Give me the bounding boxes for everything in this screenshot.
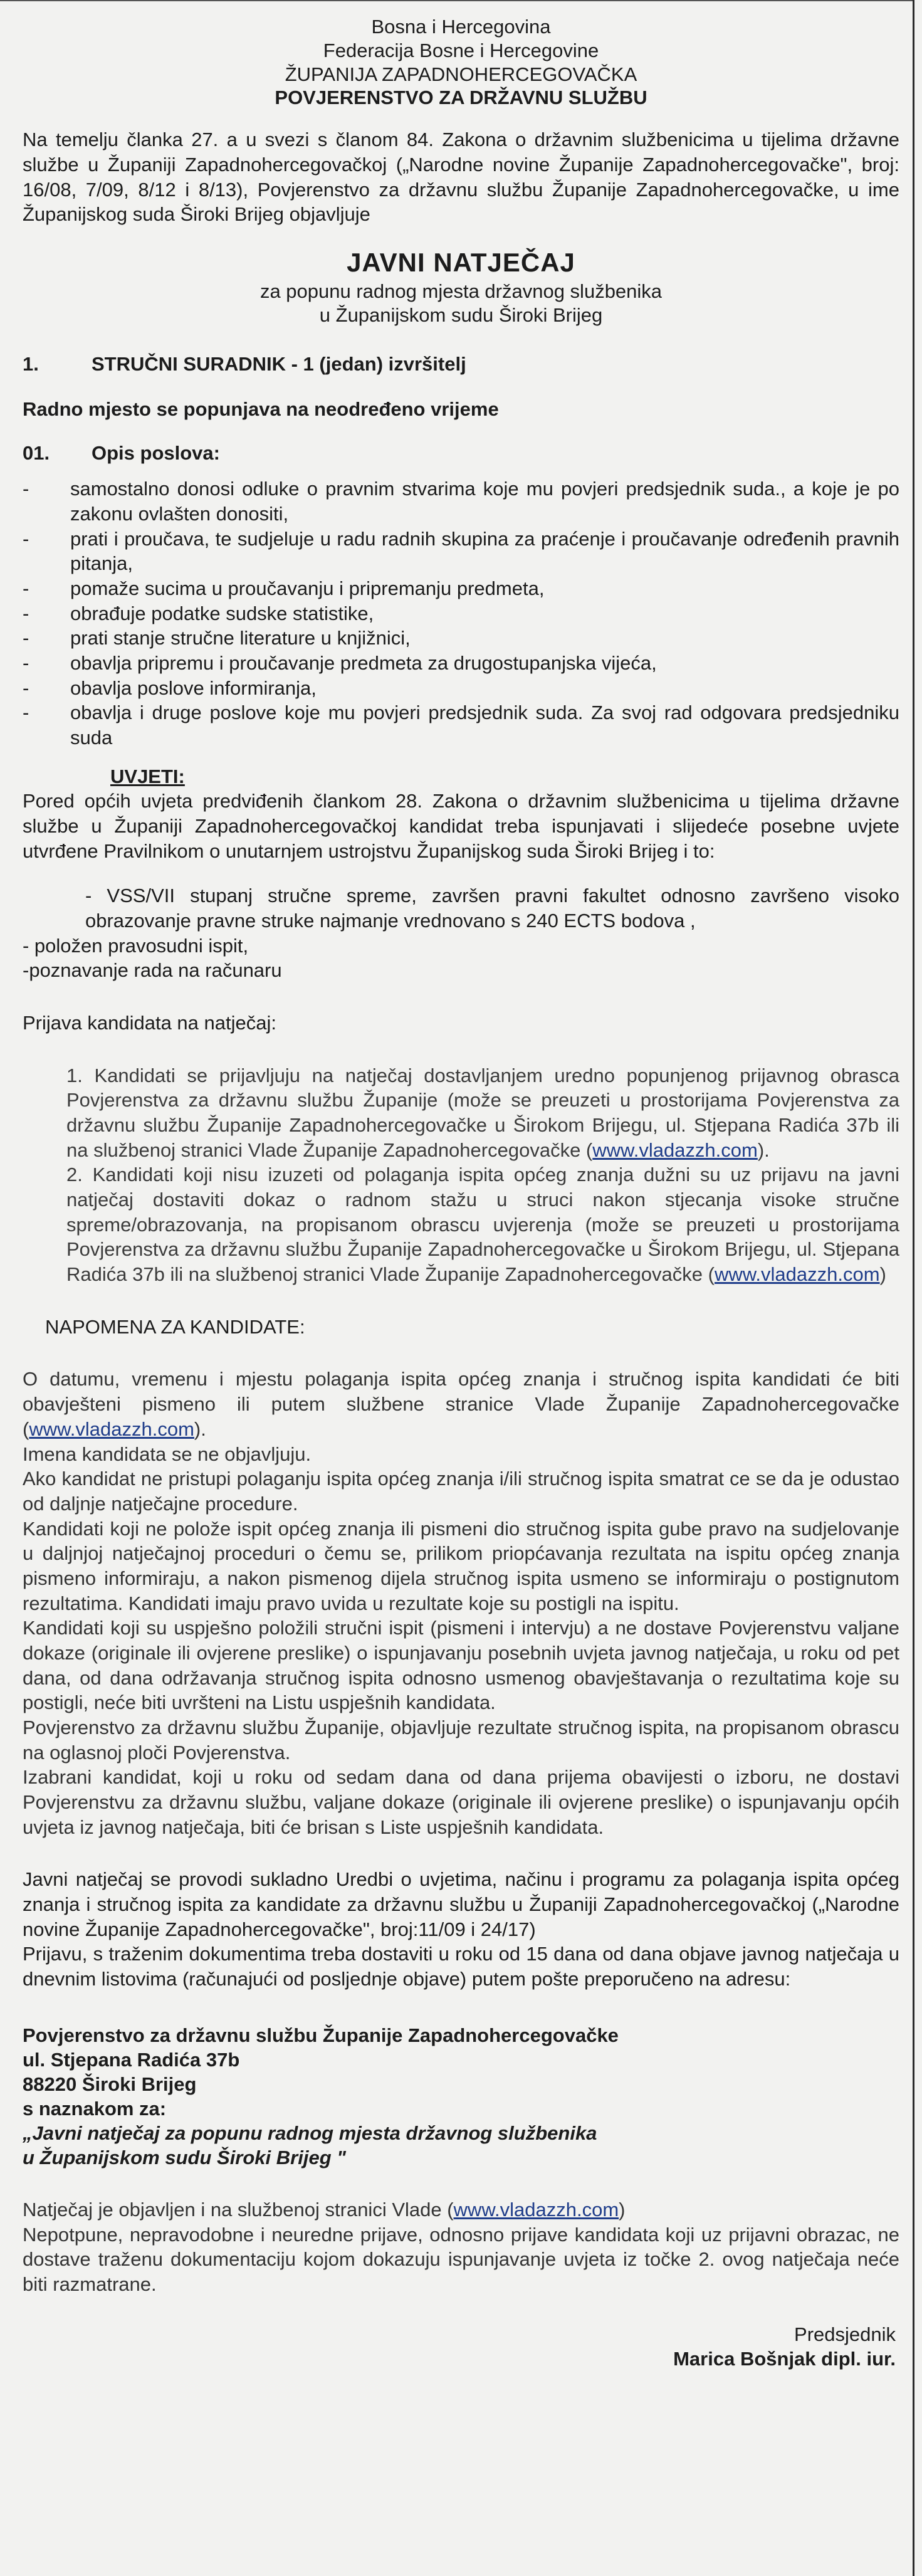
vlada-link[interactable]: www.vladazzh.com: [29, 1417, 194, 1440]
duties-number: 01.: [23, 441, 50, 464]
note-paragraph: Izabrani kandidat, koji u roku od sedam dana od dana prijema obavijesti o izboru, ne dostavi Povjerenstvu za državnu službu, valjane dokaze (originale ili ovjerene preslike) o ispunjavanju općih uvjeta iz javnog natječaja, biti će brisan s Liste uspješnih kandidata.: [23, 1766, 899, 1838]
condition-item: - VSS/VII stupanj stručne spreme, završen pravni fakultet odnosno završeno visoko obrazovanje pravne struke najmanje vrednovano s 240 ECTS bodova ,: [85, 885, 899, 932]
conditions-list: [23, 883, 899, 983]
note-section: [23, 1367, 899, 1839]
duties-label: Opis poslova:: [92, 441, 220, 464]
condition-item: - položen pravosudni ispit,: [23, 934, 249, 957]
condition-item: -poznavanje rada na računaru: [23, 959, 282, 982]
subtitle-line-1: za popunu radnog mjesta državnog službenika: [259, 280, 663, 302]
vlada-link[interactable]: www.vladazzh.com: [592, 1138, 758, 1161]
application-item-1: 1. Kandidati se prijavljuju na natječaj dostavljanjem uredno popunjenog prijavnog obrasca Povjerenstva za državnu službu Županije (može se preuzeti u prostorijama Povjerenstva za državnu službu Županije Zapadnohercegovačke u Širokom Brijegu, ul. Stjepana Radića 37b ili na službenoj stranici Vlade Županije Zapadnohercegovačke (www.vladazzh.com).: [66, 1064, 899, 1161]
note-paragraph: Ako kandidat ne pristupi polaganju ispita općeg znanja i/ili stručnog ispita smatrat ce se da je odustao od daljnje natječajne procedure.: [23, 1468, 899, 1515]
application-item-2: 2. Kandidati koji nisu izuzeti od polaganja ispita općeg znanja dužni su uz prijavu na javni natječaj dostaviti dokaz o radnom stažu u struci nakon stjecanja visoke stručne spreme/obrazovanja, na propisanom obrascu uvjerenja (može se preuzeti u prostorijama Povjerenstva za državnu službu Županije Zapadnohercegovačke u Širokom Brijegu, ul. Stjepana Radića 37b ili na službenoj stranici Vlade Županije Zapadnohercegovačke (www.vladazzh.com): [66, 1164, 899, 1286]
signature-block: [23, 2322, 899, 2372]
title-block: [23, 246, 899, 327]
vlada-link[interactable]: www.vladazzh.com: [453, 2198, 619, 2221]
intro-paragraph: Na temelju članka 27. a u svezi s članom 84. Zakona o državnim službenicima u tijelima državne službe u Županiji Zapadnohercegovačkoj („Narodne novine Županije Zapadnohercegovačke", broj: 16/08, 7/09, 8/12 i 8/13), Povjerenstvo za državnu službu Županije Zapadnohercegovačke, u ime Županijskog suda Široki Brijeg objavljuje: [23, 129, 899, 226]
list-item: - obrađuje podatke sudske statistike,: [23, 602, 374, 624]
vlada-link[interactable]: www.vladazzh.com: [714, 1263, 880, 1286]
submission-paragraph: Prijavu, s traženim dokumentima treba dostaviti u roku od 15 dana od dana objave javnog natječaja u dnevnim listovima (računajući od posljednje objave) putem pošte preporučeno na adresu:: [23, 1943, 899, 1990]
list-item: - prati stanje stručne literature u knjižnici,: [23, 627, 411, 649]
signature-name: Marica Bošnjak dipl. iur.: [673, 2348, 896, 2370]
note-paragraph: Povjerenstvo za državnu službu Županije, objavljuje rezultate stručnog ispita, na propisanom obrascu na oglasnoj ploči Povjerenstva.: [23, 1716, 899, 1764]
document-header: [23, 15, 899, 110]
list-item: - obavlja i druge poslove koje mu povjeri predsjednik suda. Za svoj rad odgovara predsjedniku suda: [23, 702, 899, 749]
published-notice: Natječaj je objavljen i na službenoj stranici Vlade (www.vladazzh.com): [23, 2198, 626, 2221]
incomplete-notice: Nepotpune, nepravodobne i neuredne prijave, odnosno prijave kandidata koji uz prijavni obrazac, ne dostave traženu dokumentaciju kojom dokazuju ispunjavanje uvjeta iz točke 2. ovog natječaja neće biti razmatrane.: [23, 2223, 899, 2295]
conditions-label: UVJETI:: [110, 765, 185, 787]
address-mark-label: s naznakom za:: [23, 2097, 167, 2120]
conditions-intro: Pored općih uvjeta predviđenih člankom 28. Zakona o državnim službenicima u tijelima državne službe u Županiji Zapadnohercegovačkoj kandidat treba ispunjavati i slijedeće posebne uvjete utvrđene Pravilnikom o unutarnjem ustrojstvu Županijskog suda Široki Brijeg i to:: [23, 790, 899, 862]
right-border: [913, 0, 914, 2576]
note-paragraph: Kandidati koji ne polože ispit općeg znanja ili pismeni dio stručnog ispita gube pravo na sudjelovanje u daljnjoj natječajnoj proceduri o čemu se, prilikom priopćavanja rezultata na ispitu općeg znanja pismeno informiraju, a nakon pismenog dijela stručnog ispita usmeno se informiraju o postignutom rezultatima. Kandidati imaju pravo uvida u rezultate koje su postigli na ispitu.: [23, 1517, 899, 1614]
closing-section: [23, 2197, 899, 2297]
header-commission: POVJERENSTVO ZA DRŽAVNU SLUŽBU: [275, 87, 647, 109]
header-canton: ŽUPANIJA ZAPADNOHERCEGOVAČKA: [285, 63, 637, 85]
note-paragraph: Imena kandidata se ne objavljuju.: [23, 1443, 312, 1465]
employment-type: Radno mjesto se popunjava na neodređeno vrijeme: [23, 397, 499, 420]
address-recipient: Povjerenstvo za državnu službu Županije Zapadnohercegovačke: [23, 2024, 619, 2046]
list-item: - prati i proučava, te sudjeluje u radu radnih skupina za praćenje i proučavanje određenih pravnih pitanja,: [23, 527, 899, 575]
duties-list: [23, 476, 899, 750]
address-street: ul. Stjepana Radića 37b: [23, 2048, 240, 2071]
header-federation: Federacija Bosne i Hercegovine: [323, 39, 599, 61]
subtitle-line-2: u Županijskom sudu Široki Brijeg: [319, 303, 603, 326]
application-label: Prijava kandidata na natječaj:: [23, 1012, 276, 1034]
duties-heading: [23, 441, 899, 466]
address-subject-2: u Županijskom sudu Široki Brijeg ": [23, 2146, 346, 2169]
header-country: Bosna i Hercegovina: [371, 16, 551, 38]
address-subject-1: „Javni natječaj za popunu radnog mjesta državnog službenika: [23, 2121, 597, 2144]
procedure-paragraph: Javni natječaj se provodi sukladno Uredbi o uvjetima, načinu i programu za polaganja ispita općeg znanja i stručnog ispita za kandidate za državnu službu u Županiji Zapadnohercegovačkoj („Narodne novine Županije Zapadnohercegovačke", broj:11/09 i 24/17): [23, 1868, 899, 1940]
address-city: 88220 Široki Brijeg: [23, 2073, 197, 2095]
document-title: JAVNI NATJEČAJ: [347, 247, 575, 277]
list-item: - pomaže sucima u proučavanju i pripremanju predmeta,: [23, 577, 545, 600]
postal-address: [23, 2023, 899, 2170]
note-paragraph: Kandidati koji su uspješno položili stručni ispit (pismeni i intervju) a ne dostave Povjerenstvu valjane dokaze (originale ili ovjerene preslike) o ispunjavanju posebnih uvjeta javnog natječaja, u roku od pet dana, od dana održavanja stručnog ispita odnosno usmenog obavještavanja o rezultatima koje su postigli, neće biti uvršteni na Listu uspješnih kandidata.: [23, 1617, 899, 1714]
note-paragraph: O datumu, vremenu i mjestu polaganja ispita općeg znanja i stručnog ispita kandidati će biti obavješteni pismeno ili putem službene stranice Vlade Županije Zapadnohercegovačke (www.vladazzh.com).: [23, 1368, 899, 1440]
list-item: - samostalno donosi odluke o pravnim stvarima koje mu povjeri predsjednik suda., a koje je po zakonu ovlašten donositi,: [23, 478, 899, 525]
list-item: - obavlja poslove informiranja,: [23, 676, 317, 699]
top-rule: [0, 0, 914, 1]
signature-role: Predsjednik: [794, 2323, 896, 2345]
position-heading: [23, 352, 899, 377]
position-name: STRUČNI SURADNIK - 1 (jedan) izvršitelj: [92, 353, 466, 376]
list-item: - obavlja pripremu i proučavanje predmeta za drugostupanjska vijeća,: [23, 652, 657, 675]
position-number: 1.: [23, 353, 39, 376]
note-label: NAPOMENA ZA KANDIDATE:: [45, 1315, 305, 1338]
